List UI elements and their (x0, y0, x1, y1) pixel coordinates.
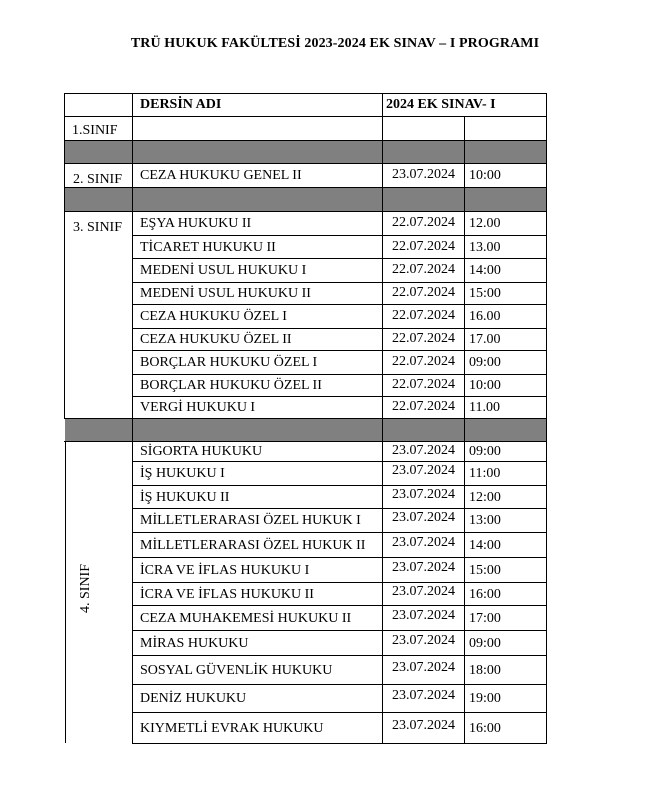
course-name: SOSYAL GÜVENLİK HUKUKU (140, 663, 333, 678)
course-name: TİCARET HUKUKU II (140, 240, 276, 255)
row-border (132, 532, 547, 533)
exam-date: 22.07.2024 (392, 308, 455, 323)
separator-row (65, 418, 546, 441)
exam-date: 23.07.2024 (392, 608, 455, 623)
exam-date: 22.07.2024 (392, 331, 455, 346)
course-name: İŞ HUKUKU I (140, 466, 225, 481)
row-border (132, 743, 547, 744)
column-border (64, 93, 65, 418)
exam-time: 18:00 (469, 663, 501, 678)
exam-time: 11.00 (469, 400, 500, 415)
exam-time: 17.00 (469, 332, 501, 347)
row-border (132, 684, 547, 685)
exam-date: 22.07.2024 (392, 399, 455, 414)
row-border (132, 582, 547, 583)
row-border (64, 441, 547, 442)
column-border (132, 93, 133, 743)
exam-time: 15:00 (469, 286, 501, 301)
exam-date: 22.07.2024 (392, 285, 455, 300)
row-border (64, 211, 547, 212)
exam-time: 13:00 (469, 513, 501, 528)
header-exam: 2024 EK SINAV- I (386, 97, 496, 112)
exam-date: 23.07.2024 (392, 660, 455, 675)
exam-time: 19:00 (469, 691, 501, 706)
course-name: EŞYA HUKUKU II (140, 216, 252, 231)
separator-row (65, 141, 546, 163)
header-course: DERSİN ADI (140, 97, 222, 112)
row-border (132, 328, 547, 329)
row-border (132, 485, 547, 486)
column-border (546, 93, 547, 744)
exam-time: 16:00 (469, 721, 501, 736)
course-name: CEZA MUHAKEMESİ HUKUKU II (140, 611, 352, 626)
row-border (64, 418, 547, 419)
course-name: MEDENİ USUL HUKUKU II (140, 286, 311, 301)
class-2-label: 2. SINIF (73, 172, 123, 187)
exam-date: 23.07.2024 (392, 584, 455, 599)
row-border (132, 235, 547, 236)
row-border (132, 630, 547, 631)
course-name: CEZA HUKUKU GENEL II (140, 168, 302, 183)
exam-time: 16:00 (469, 587, 501, 602)
course-name: İCRA VE İFLAS HUKUKU II (140, 587, 314, 602)
exam-time: 10:00 (469, 168, 501, 183)
column-border (382, 93, 383, 743)
exam-time: 14:00 (469, 538, 501, 553)
row-border (132, 508, 547, 509)
exam-date: 23.07.2024 (392, 510, 455, 525)
course-name: MİLLETLERARASI ÖZEL HUKUK I (140, 513, 361, 528)
row-border (132, 605, 547, 606)
exam-time: 14:00 (469, 263, 501, 278)
row-border (64, 140, 547, 141)
row-border (132, 374, 547, 375)
exam-time: 10:00 (469, 378, 501, 393)
exam-time: 09:00 (469, 636, 501, 651)
course-name: VERGİ HUKUKU I (140, 400, 256, 415)
row-border (64, 187, 547, 188)
exam-date: 23.07.2024 (392, 535, 455, 550)
exam-time: 09:00 (469, 444, 501, 459)
course-name: MEDENİ USUL HUKUKU I (140, 263, 307, 278)
row-border (132, 655, 547, 656)
column-border (464, 116, 465, 743)
separator-row (65, 188, 546, 211)
course-name: DENİZ HUKUKU (140, 691, 247, 706)
course-name: BORÇLAR HUKUKU ÖZEL I (140, 355, 318, 370)
course-name: CEZA HUKUKU ÖZEL I (140, 309, 287, 324)
exam-date: 23.07.2024 (392, 633, 455, 648)
row-border (132, 396, 547, 397)
exam-time: 16.00 (469, 309, 501, 324)
course-name: SİGORTA HUKUKU (140, 444, 263, 459)
course-name: CEZA HUKUKU ÖZEL II (140, 332, 292, 347)
course-name: MİLLETLERARASI ÖZEL HUKUK II (140, 538, 366, 553)
course-name: BORÇLAR HUKUKU ÖZEL II (140, 378, 322, 393)
exam-date: 23.07.2024 (392, 443, 455, 458)
row-border (132, 258, 547, 259)
exam-time: 09:00 (469, 355, 501, 370)
row-border (132, 350, 547, 351)
column-border (65, 441, 66, 743)
exam-date: 23.07.2024 (392, 487, 455, 502)
course-name: İCRA VE İFLAS HUKUKU I (140, 563, 310, 578)
exam-date: 23.07.2024 (392, 463, 455, 478)
class-3-label: 3. SINIF (73, 220, 123, 235)
exam-date: 22.07.2024 (392, 354, 455, 369)
exam-date: 23.07.2024 (392, 718, 455, 733)
class-1-label: 1.SINIF (72, 123, 118, 138)
exam-date: 22.07.2024 (392, 215, 455, 230)
row-border (132, 461, 547, 462)
course-name: MİRAS HUKUKU (140, 636, 249, 651)
row-border (132, 304, 547, 305)
course-name: İŞ HUKUKU II (140, 490, 230, 505)
exam-time: 11:00 (469, 466, 501, 481)
exam-time: 12:00 (469, 490, 501, 505)
class-4-label: 4. SINIF (78, 563, 93, 613)
document-title: TRÜ HUKUK FAKÜLTESİ 2023-2024 EK SINAV – I PROGRAMI (130, 36, 540, 51)
exam-time: 15:00 (469, 563, 501, 578)
course-name: KIYMETLİ EVRAK HUKUKU (140, 721, 324, 736)
exam-time: 13.00 (469, 240, 501, 255)
exam-date: 23.07.2024 (392, 560, 455, 575)
exam-date: 22.07.2024 (392, 377, 455, 392)
exam-time: 12.00 (469, 216, 501, 231)
row-border (64, 93, 547, 94)
row-border (64, 163, 547, 164)
exam-date: 22.07.2024 (392, 262, 455, 277)
exam-time: 17:00 (469, 611, 501, 626)
exam-date: 23.07.2024 (392, 688, 455, 703)
row-border (132, 557, 547, 558)
row-border (132, 712, 547, 713)
row-border (132, 282, 547, 283)
row-border (64, 116, 547, 117)
exam-date: 22.07.2024 (392, 239, 455, 254)
exam-date: 23.07.2024 (392, 167, 455, 182)
